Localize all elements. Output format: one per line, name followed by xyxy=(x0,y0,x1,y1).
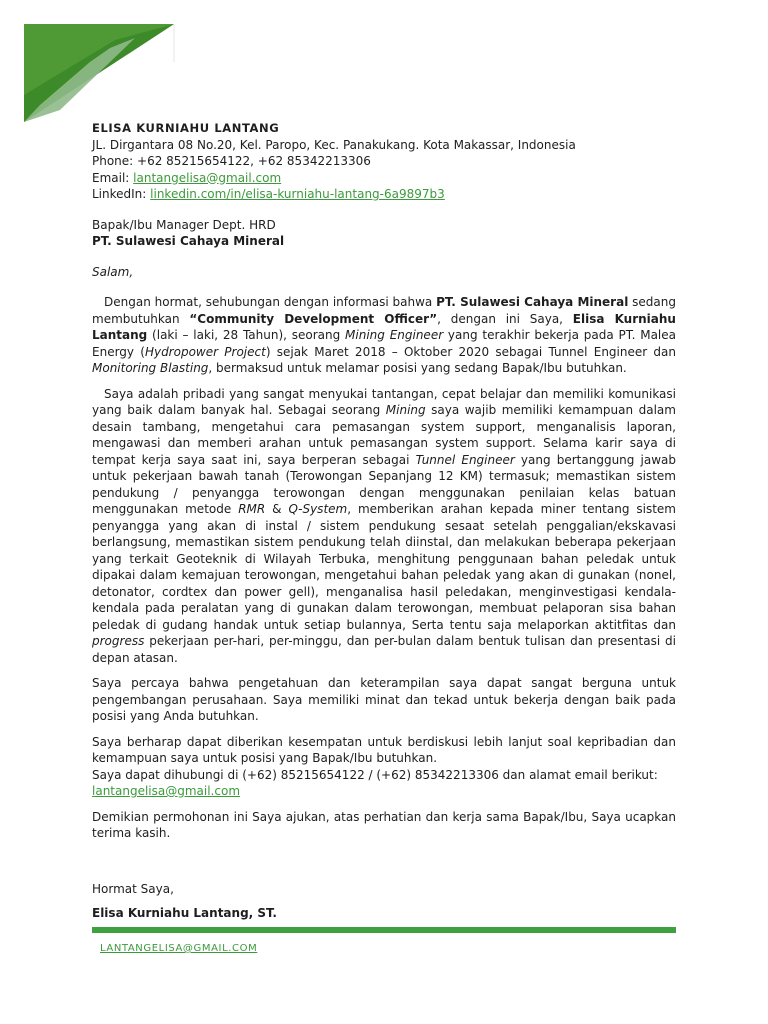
sender-name: ELISA KURNIAHU LANTANG xyxy=(92,121,280,135)
letter-body xyxy=(92,120,676,922)
contact-email-link[interactable]: lantangelisa@gmail.com xyxy=(92,784,241,798)
paragraph-contact: Saya dapat dihubungi di (+62) 85215654122 / (+62) 85342213306 dan alamat email berikut: xyxy=(92,767,658,782)
sender-linkedin-row xyxy=(92,186,676,203)
linkedin-link[interactable]: linkedin.com/in/elisa-kurniahu-lantang-6a9897b3 xyxy=(150,187,445,201)
paragraph-intro: Dengan hormat, sehubungan dengan informasi bahwa PT. Sulawesi Cahaya Mineral sedang membutuhkan “Community Development Officer”, dengan ini Saya, Elisa Kurniahu Lantang (laki – laki, 28 Tahun), seorang Mining Engineer yang terakhir bekerja pada PT. Malea Energy (Hydropower Project) sejak Maret 2018 – Oktober 2020 sebagai Tunnel Engineer dan Monitoring Blasting, bermaksud untuk melamar posisi yang sedang Bapak/Ibu butuhkan. xyxy=(92,295,676,375)
recipient-company: PT. Sulawesi Cahaya Mineral xyxy=(92,234,285,248)
signature-name: Elisa Kurniahu Lantang, ST. xyxy=(92,906,277,920)
recipient-line: Bapak/Ibu Manager Dept. HRD xyxy=(92,217,276,232)
paragraph-closing: Demikian permohonan ini Saya ajukan, atas perhatian dan kerja sama Bapak/Ibu, Saya ucapkan terima kasih. xyxy=(92,809,676,840)
corner-decoration xyxy=(0,0,180,125)
sender-phone: Phone: +62 85215654122, +62 85342213306 xyxy=(92,154,371,168)
linkedin-label: LinkedIn: xyxy=(92,187,151,201)
paragraph-belief: Saya percaya bahwa pengetahuan dan keterampilan saya dapat sangat berguna untuk pengembangan perusahaan. Saya memiliki minat dan tekad untuk bekerja dengan baik pada posisi yang Anda butuhkan. xyxy=(92,676,676,723)
email-link[interactable]: lantangelisa@gmail.com xyxy=(133,170,282,185)
footer-divider xyxy=(92,927,676,933)
sender-address: JL. Dirgantara 08 No.20, Kel. Paropo, Kec. Panakukang. Kota Makassar, Indonesia xyxy=(92,137,576,152)
paragraph-hope: Saya berharap dapat diberikan kesempatan untuk berdiskusi lebih lanjut soal kepribadian dan kemampuan saya untuk posisi yang Bapak/Ibu butuhkan. xyxy=(92,734,676,765)
paragraph-experience: Saya adalah pribadi yang sangat menyukai tantangan, cepat belajar dan memiliki komunikasi yang baik dalam banyak hal. Sebagai seorang Mining saya wajib memiliki kemampuan dalam desain tambang, mengetahui cara pemasangan system support, menganalisis laporan, mengawasi dan memberi arahan untuk pemasangan system support. Selama karir saya di tempat kerja saya saat ini, saya berperan sebagai Tunnel Engineer yang bertanggung jawab untuk pekerjaan bawah tanah (Terowongan Sepanjang 12 KM) termasuk; memastikan sistem pendukung / penyangga terowongan dengan menggunakan penilaian kelas batuan menggunakan metode RMR & Q-System, memberikan arahan kepada miner tentang sistem penyangga yang akan di instal / sistem pendukung sesaat setelah penggalian/ekskavasi berlangsung, memastikan sistem pendukung telah diinstal, dan melakukan beberapa pekerjaan yang terkait Geoteknik di Wilayah Terbuka, menghitung penggunaan bahan peledak untuk dipakai dalam kemajuan terowongan, mengetahui bahan peledak yang akan di gunakan (nonel, detonator, cordtex dan power gell), menganalisa hasil peledakan, menginvestigasi kendala-kendala pada peralatan yang di gunakan dalam terowongan, membuat pelaporan sisa bahan peledak di gudang handak untuk setiap bulannya, Serta tentu saja melaporkan aktitfitas dan progress pekerjaan per-hari, per-minggu, dan per-bulan dalam bentuk tulisan dan presentasi di depan atasan. xyxy=(92,386,677,665)
email-label: Email: xyxy=(92,170,134,185)
salutation: Salam, xyxy=(92,264,134,279)
closing-phrase: Hormat Saya, xyxy=(92,881,174,896)
footer-email-link[interactable]: LANTANGELISA@GMAIL.COM xyxy=(100,943,258,954)
sender-email-row xyxy=(92,170,676,187)
